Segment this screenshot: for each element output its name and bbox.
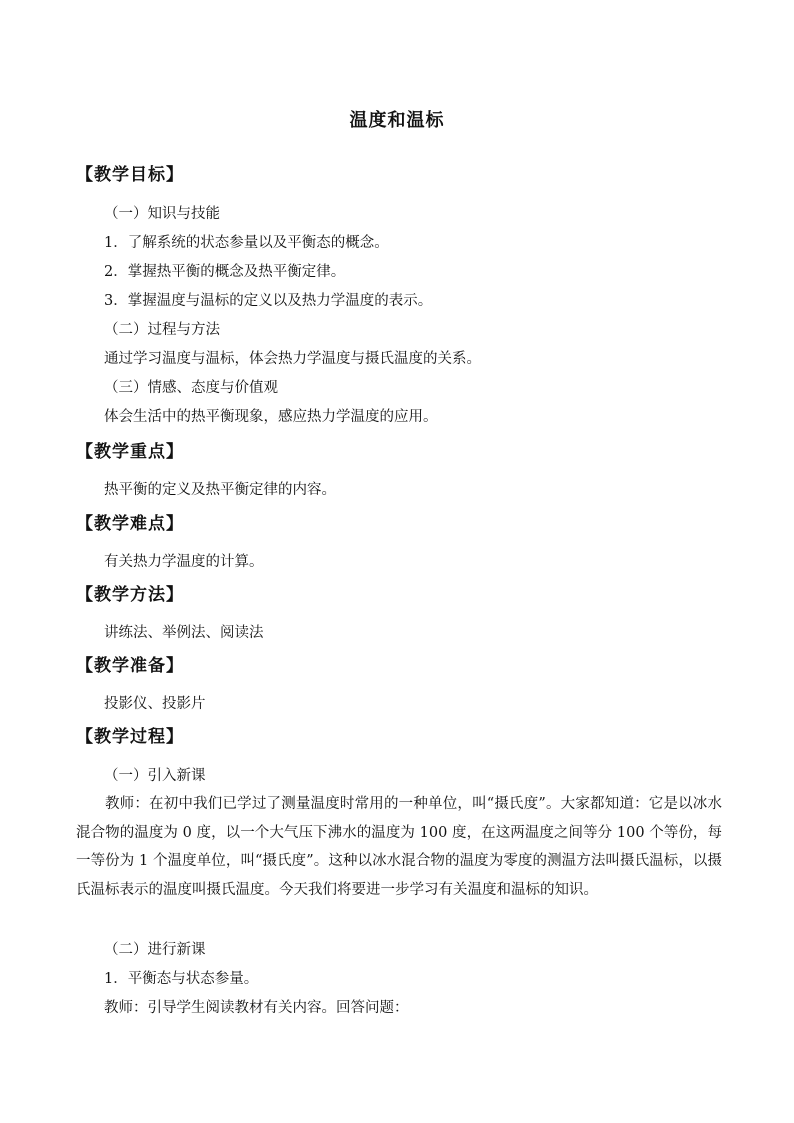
preparation-text: 投影仪、投影片: [104, 696, 206, 712]
heading-difficulties: 【教学难点】: [76, 514, 184, 534]
objectives-item-1: 1．了解系统的状态参量以及平衡态的概念。: [104, 235, 389, 251]
objectives-process-text: 通过学习温度与温标，体会热力学温度与摄氏温度的关系。: [104, 351, 481, 367]
difficulties-text: 有关热力学温度的计算。: [104, 554, 264, 570]
objectives-sub-knowledge: （一）知识与技能: [104, 206, 220, 222]
process-intro-paragraph: 教师：在初中我们已学过了测量温度时常用的一种单位，叫“摄氏度”。大家都知道：它是以冰水混合物的温度为 0 度，以一个大气压下沸水的温度为 100 度，在这两温度之间等分 100 个等份，每一等份为 1 个温度单位，叫“摄氏度”。这种以冰水混合物的温度为零度的测温方法叫摄氏温标，以摄氏温标表示的温度叫摄氏温度。今天我们将要进一步学习有关温度和温标的知识。: [76, 796, 722, 898]
heading-process: 【教学过程】: [76, 727, 184, 747]
objectives-attitude-text: 体会生活中的热平衡现象，感应热力学温度的应用。: [104, 409, 438, 425]
heading-key-points: 【教学重点】: [76, 442, 184, 462]
methods-text: 讲练法、举例法、阅读法: [104, 625, 264, 641]
heading-preparation: 【教学准备】: [76, 656, 184, 676]
objectives-item-2: 2．掌握热平衡的概念及热平衡定律。: [104, 264, 346, 280]
objectives-item-3: 3．掌握温度与温标的定义以及热力学温度的表示。: [104, 293, 433, 309]
heading-methods: 【教学方法】: [76, 585, 184, 605]
key-points-text: 热平衡的定义及热平衡定律的内容。: [104, 482, 336, 498]
process-sub-intro: （一）引入新课: [104, 768, 206, 784]
process-sub-new: （二）进行新课: [104, 942, 206, 958]
objectives-sub-process: （二）过程与方法: [104, 322, 220, 338]
process-text-1: 教师：引导学生阅读教材有关内容。回答问题：: [104, 1000, 409, 1016]
objectives-sub-attitude: （三）情感、态度与价值观: [104, 380, 278, 396]
heading-objectives: 【教学目标】: [76, 165, 184, 185]
page-title: 温度和温标: [349, 110, 445, 131]
process-item-1: 1．平衡态与状态参量。: [104, 971, 259, 987]
